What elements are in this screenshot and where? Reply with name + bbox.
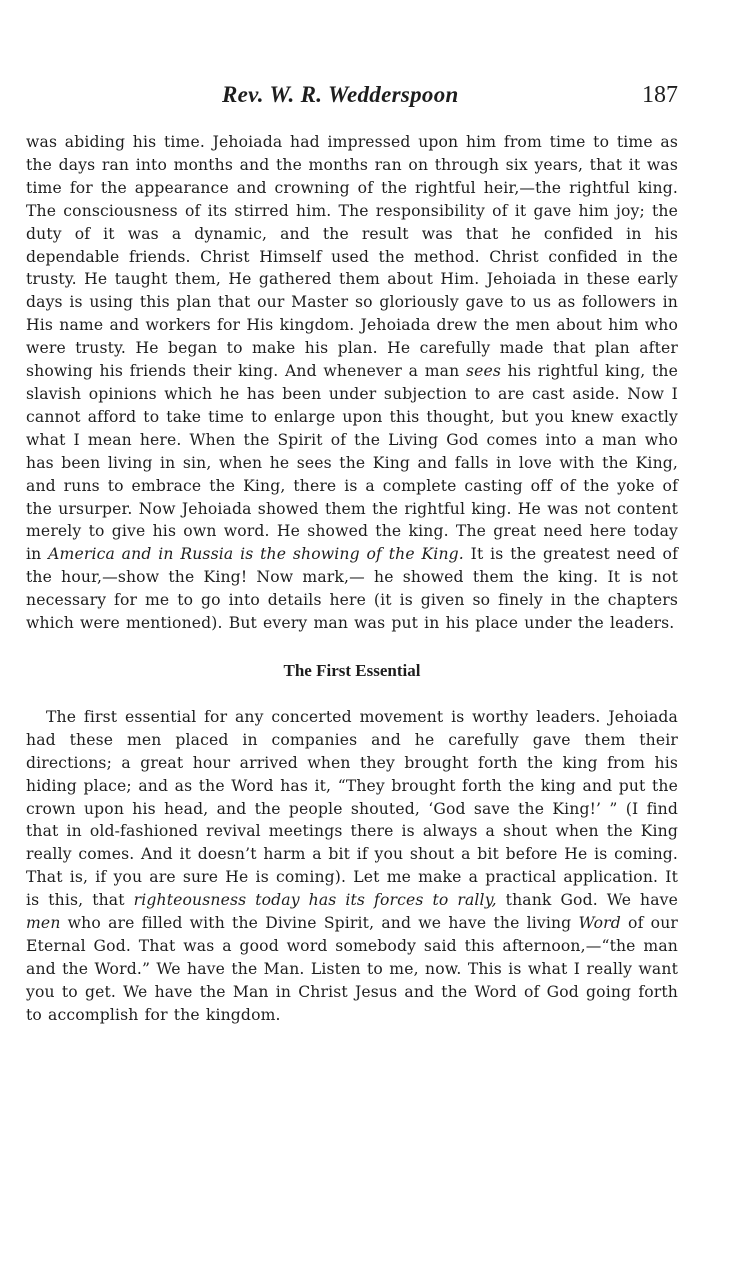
emphasis-sees: sees <box>465 362 502 381</box>
paragraph-2-text-cont: thank God. We have <box>496 891 678 910</box>
paragraph-1-text-cont: his rightful king, the slavish opinions which he has been under subjection to are cast aside. Now I cannot afford to take time to enlarge upon this thought, but you knew exactly what I mean here. When the Spirit of the Living God comes into a man who has been living in sin, when he sees the King and falls in love with the King, and runs to embrace the King, there is a complete casting off of the yoke of the ursurper. Now Jehoiada showed them the rightful king. He was not content merely to give his own word. He showed the king. The great need here today in <box>26 362 678 564</box>
paragraph-2-text-cont-2: who are filled with the Divine Spirit, and we have the living <box>60 914 579 933</box>
paragraph-2 <box>26 706 678 1027</box>
running-title: Rev. W. R. Wedderspoon <box>222 82 459 107</box>
paragraph-1-text-end: It is the greatest need of the hour,—show the King! Now mark,— he showed them the king. It is not necessary for me to go into details here (it is given so finely in the chapters which were mentioned). But every man was put in his place under the leaders. <box>26 545 678 633</box>
paragraph-1-text: was abiding his time. Jehoiada had impressed upon him from time to time as the days ran into months and the months ran on through six years, that it was time for the appearance and crowning of the rightful heir,—the rightful king. The consciousness of its stirred him. The responsibility of it gave him joy; the duty of it was a dynamic, and the result was that he confided in his dependable friends. Christ Himself used the method. Christ confided in the trusty. He taught them, He gathered them about Him. Jehoiada in these early days is using this plan that our Master so gloriously gave to us as followers in His name and workers for His kingdom. Jehoiada drew the men about him who were trusty. He began to make his plan. He carefully made that plan after showing his friends their king. And whenever a man <box>26 133 678 381</box>
emphasis-men: men <box>26 914 61 933</box>
emphasis-righteousness: righteousness today has its forces to rally, <box>133 891 497 910</box>
book-page <box>26 78 678 1027</box>
paragraph-2-text: The first essential for any concerted movement is worthy leaders. Jehoiada had these men placed in companies and he carefully gave them their directions; a great hour arrived when they brought forth the king from his hiding place; and as the Word has it, “They brought forth the king and put the crown upon his head, and the people shouted, ‘God save the King!’ ” (I find that in old-fashioned revival meetings there is always a shout when the King really comes. And it doesn’t harm a bit if you shout a bit before He is coming. That is, if you are sure He is coming). Let me make a practical application. It is this, that <box>26 707 678 910</box>
paragraph-1 <box>26 131 678 635</box>
page-number: 187 <box>642 82 678 108</box>
emphasis-showing-the-king: America and in Russia is the showing of the King. <box>48 545 464 564</box>
section-heading: The First Essential <box>283 660 421 680</box>
running-header <box>26 78 678 118</box>
paragraph-2-text-end: of our Eternal God. That was a good word somebody said this afternoon,—“the man and the Word.” We have the Man. Listen to me, now. This is what I really want you to get. We have the Man in Christ Jesus and the Word of God going forth to accomplish for the kingdom. <box>26 914 678 1024</box>
emphasis-word: Word <box>578 914 621 933</box>
